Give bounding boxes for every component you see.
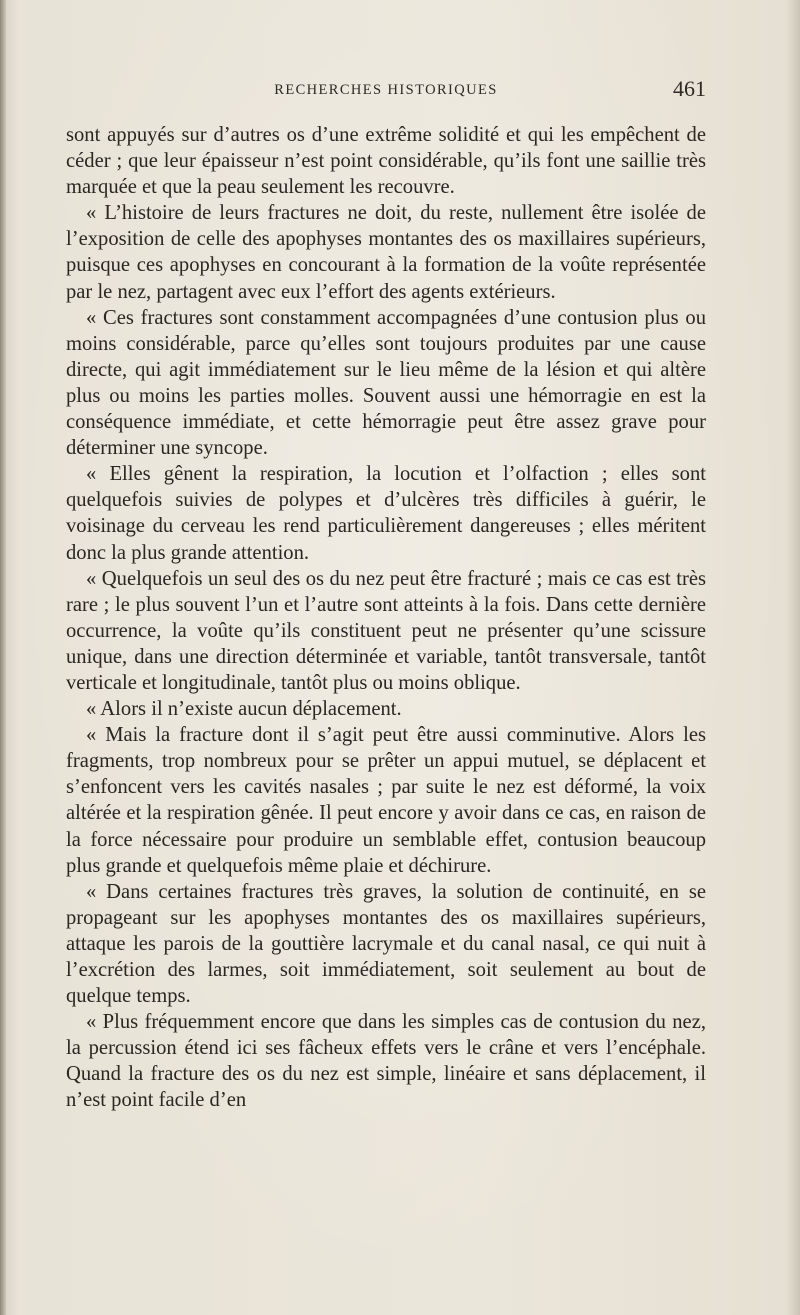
paragraph-5: « Quelquefois un seul des os du nez peut être fracturé ; mais ce cas est très rare ; le plus souvent l’un et l’autre sont atteints à la fois. Dans cette dernière occurrence, la voûte qu’ils constituent peut ne présenter qu’une scissure unique, dans une direction déterminée et variable, tantôt transversale, tantôt verticale et longitudinale, tantôt plus ou moins oblique.: [66, 567, 706, 694]
paragraph-7: « Mais la fracture dont il s’agit peut être aussi comminutive. Alors les fragments, trop nombreux pour se prêter un appui mutuel, se déplacent et s’enfoncent vers les cavités nasales ; par suite le nez est déformé, la voix altérée et la respiration gênée. Il peut encore y avoir dans ce cas, en raison de la force nécessaire pour produire un semblable effet, contusion beaucoup plus grande et quelquefois même plaie et déchirure.: [66, 724, 706, 877]
running-title: RECHERCHES HISTORIQUES: [274, 82, 498, 98]
page-header: [66, 76, 706, 106]
paragraph-3: « Ces fractures sont constamment accompagnées d’une contusion plus ou moins considérable, parce qu’elles sont toujours produites par une cause directe, qui agit immédiatement sur le lieu même de la lésion et qui altère plus ou moins les parties molles. Souvent aussi une hémorragie en est la conséquence immédiate, et cette hémorragie peut être assez grave pour déterminer une syncope.: [66, 306, 706, 460]
page-binding-edge: [0, 0, 6, 1315]
paragraph-1: sont appuyés sur d’autres os d’une extrême solidité et qui les empêchent de céder ; que leur épaisseur n’est point considérable, qu’ils font une saillie très marquée et que la peau seulement les recouvre.: [66, 124, 706, 199]
paragraph-4: « Elles gênent la respiration, la locution et l’olfaction ; elles sont quelquefois suivies de polypes et d’ulcères très difficiles à guérir, le voisinage du cerveau les rend particulièrement dangereuses ; elles méritent donc la plus grande attention.: [66, 463, 706, 564]
page-number: 461: [673, 76, 706, 101]
paragraph-9: « Plus fréquemment encore que dans les simples cas de contusion du nez, la percussion étend ici ses fâcheux effets vers le crâne et vers l’encéphale. Quand la fracture des os du nez est simple, linéaire et sans déplacement, il n’est point facile d’en: [66, 1011, 706, 1112]
page-right-shadow: [786, 0, 800, 1315]
paragraph-2: « L’histoire de leurs fractures ne doit, du reste, nullement être isolée de l’exposition de celle des apophyses montantes des os maxillaires supérieurs, puisque ces apophyses en concourant à la formation de la voûte représentée par le nez, partagent avec eux l’effort des agents extérieurs.: [66, 202, 706, 303]
paragraph-8: « Dans certaines fractures très graves, la solution de continuité, en se propageant sur les apophyses montantes des os maxillaires supérieurs, attaque les parois de la gouttière lacrymale et du canal nasal, ce qui nuit à l’excrétion des larmes, soit immédiatement, soit seulement au bout de quelque temps.: [66, 880, 706, 1008]
body-text: [66, 122, 706, 1114]
paragraph-6: « Alors il n’existe aucun déplacement.: [86, 698, 402, 721]
